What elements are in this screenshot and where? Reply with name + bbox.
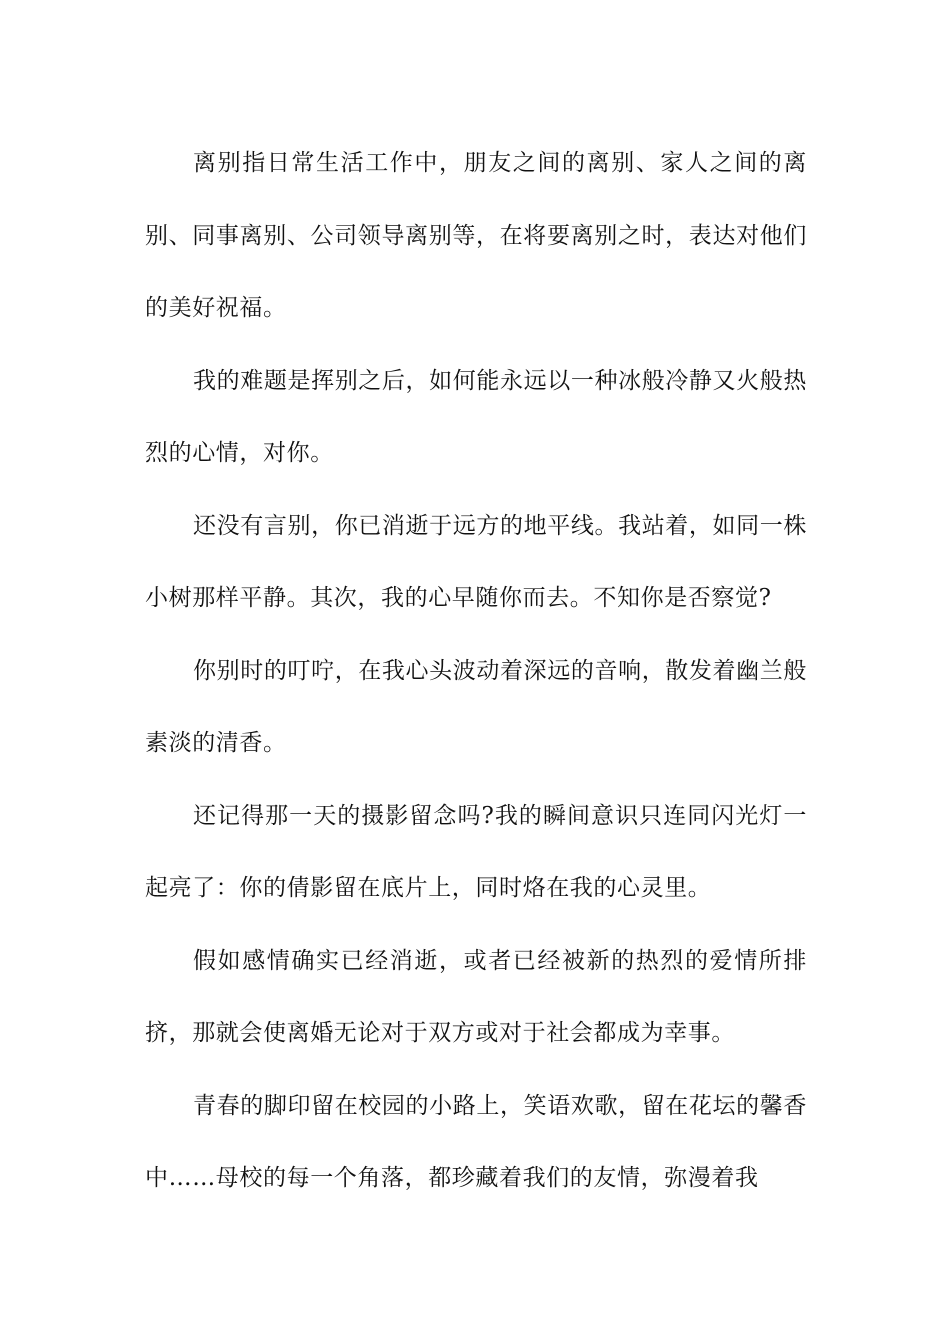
document-body [145, 127, 807, 1215]
paragraph-4: 你别时的叮咛，在我心头波动着深远的音响，散发着幽兰般素淡的清香。 [145, 657, 807, 756]
paragraph-5: 还记得那一天的摄影留念吗?我的瞬间意识只连同闪光灯一起亮了：你的倩影留在底片上，同时烙在我的心灵里。 [145, 802, 807, 901]
paragraph-1: 离别指日常生活工作中，朋友之间的离别、家人之间的离别、同事离别、公司领导离别等，在将要离别之时，表达对他们的美好祝福。 [145, 150, 807, 321]
paragraph-7: 青春的脚印留在校园的小路上，笑语欢歌，留在花坛的馨香中……母校的每一个角落，都珍藏着我们的友情，弥漫着我 [145, 1092, 807, 1191]
paragraph-6: 假如感情确实已经消逝，或者已经被新的热烈的爱情所排挤，那就会使离婚无论对于双方或对于社会都成为幸事。 [145, 947, 807, 1046]
paragraph-3: 还没有言别，你已消逝于远方的地平线。我站着，如同一株小树那样平静。其次，我的心早随你而去。不知你是否察觉? [145, 512, 807, 611]
paragraph-2: 我的难题是挥别之后，如何能永远以一种冰般冷静又火般热烈的心情，对你。 [145, 367, 807, 466]
